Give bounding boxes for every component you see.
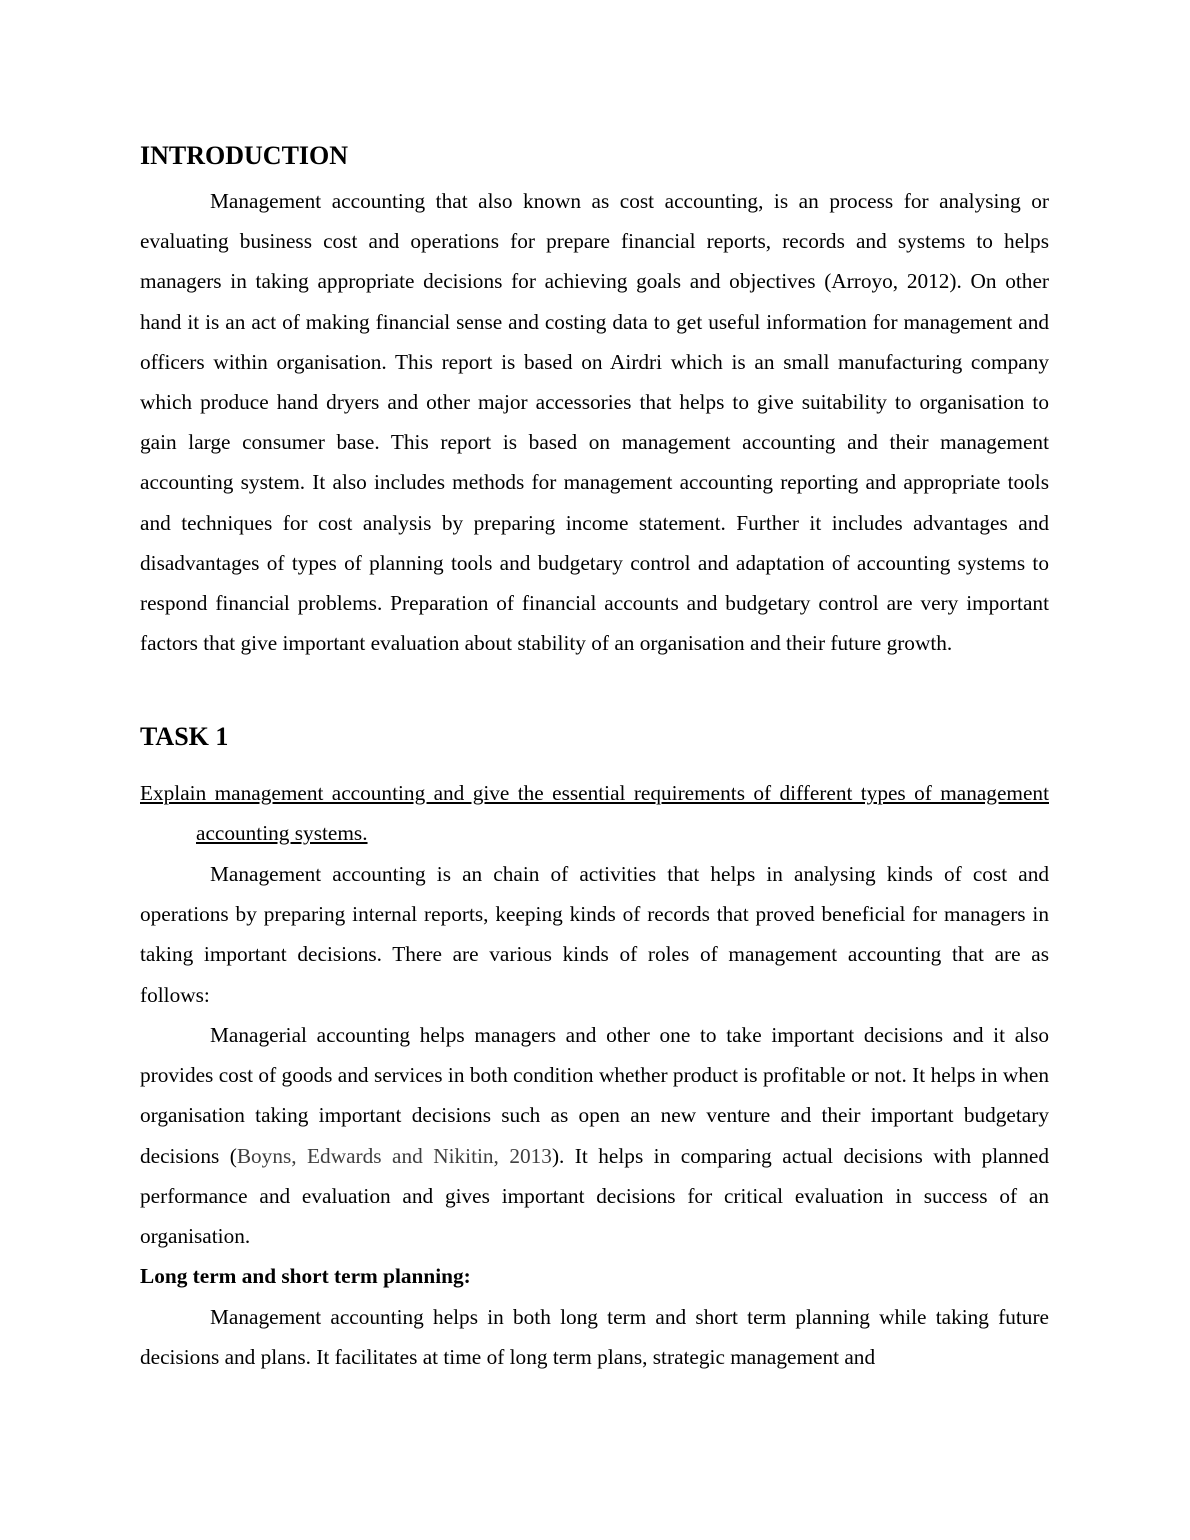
planning-subheading: Long term and short term planning: bbox=[140, 1264, 471, 1288]
paragraph-text-before-citation: Managerial accounting helps managers and other one to take important decisions and it also provides cost of goods and services in both condition whether product is profitable or not. It helps in when organisation taking important decisions such as open an new venture and their important budgetary decisions ( bbox=[140, 1023, 1049, 1168]
task-1-paragraph-3: Management accounting helps in both long term and short term planning while taking future decisions and plans. It facilitates at time of long term plans, strategic management and bbox=[140, 1305, 1049, 1370]
introduction-paragraph: Management accounting that also known as cost accounting, is an process for analysing or evaluating business cost and operations for prepare financial reports, records and systems to helps managers in taking appropriate decisions for achieving goals and objectives (Arroyo, 2012). On other hand it is an act of making financial sense and costing data to get useful information for management and officers within organisation. This report is based on Airdri which is an small manufacturing company which produce hand dryers and other major accessories that helps to give suitability to organisation to gain large consumer base. This report is based on management accounting and their management accounting system. It also includes methods for management accounting reporting and appropriate tools and techniques for cost analysis by preparing income statement. Further it includes advantages and disadvantages of types of planning tools and budgetary control and adaptation of accounting systems to respond financial problems. Preparation of financial accounts and budgetary control are very important factors that give important evaluation about stability of an organisation and their future growth. bbox=[140, 189, 1049, 656]
task-1-paragraph-2 bbox=[140, 1015, 1049, 1256]
task-1-paragraph-1: Management accounting is an chain of activities that helps in analysing kinds of cost and operations by preparing internal reports, keeping kinds of records that proved beneficial for managers in taking important decisions. There are various kinds of roles of management accounting that are as follows: bbox=[140, 862, 1049, 1007]
task-1-question: Explain management accounting and give the essential requirements of different types of management accounting systems. bbox=[140, 781, 1049, 846]
introduction-heading: INTRODUCTION bbox=[140, 141, 349, 170]
paragraph-text-after-citation: ). It helps in comparing actual decisions with planned performance and evaluation and gives important decisions for critical evaluation in success of an organisation. bbox=[140, 1143, 1049, 1249]
citation-reference: Boyns, Edwards and Nikitin, 2013 bbox=[236, 1143, 552, 1168]
task-1-heading: TASK 1 bbox=[140, 722, 229, 751]
